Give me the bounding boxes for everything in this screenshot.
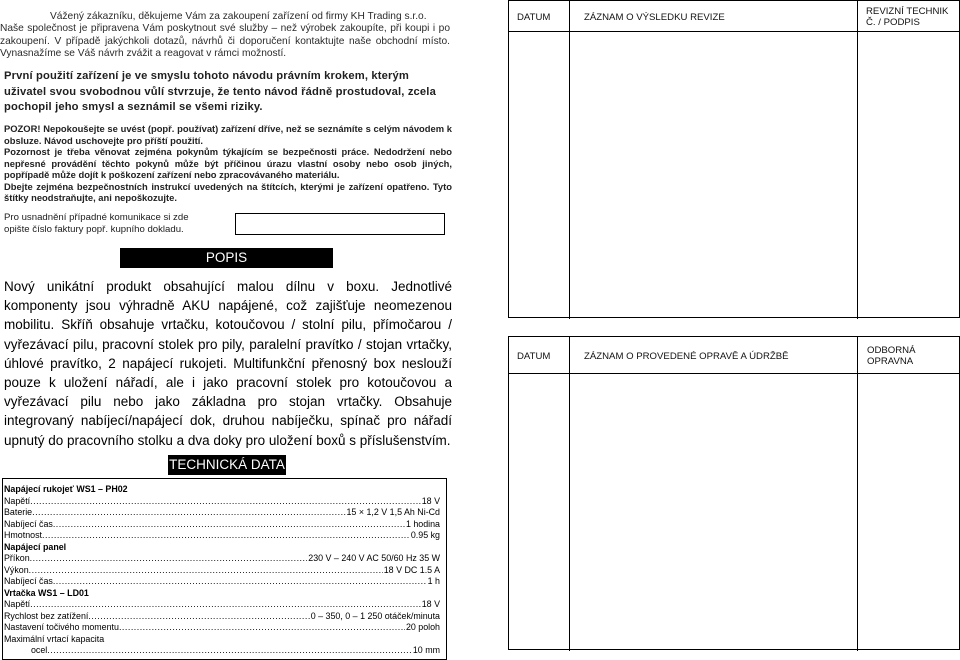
revision-record-table xyxy=(508,0,960,318)
revision-table-header xyxy=(509,1,959,31)
spec-row: Nastavení točivého momentu ..... 20 poloh xyxy=(4,622,440,634)
repair-record-table xyxy=(508,336,960,650)
repair-table-header xyxy=(509,337,959,373)
spec-group-drill: Vrtačka WS1 – LD01 xyxy=(4,587,89,598)
spec-group-handle: Napájecí rukojeť WS1 – PH02 xyxy=(4,484,128,494)
intro-greeting: Vážený zákazníku, děkujeme Vám za zakoupení zařízení od firmy KH Trading s.r.o. xyxy=(50,11,427,22)
spec-row: ocel ..... 10 mm xyxy=(4,645,440,657)
invoice-hint: Pro usnadnění případné komunikace si zde opište číslo faktury popř. kupního dokladu. xyxy=(4,212,189,236)
invoice-number-box[interactable] xyxy=(235,213,445,235)
first-use-warning: První použití zařízení je ve smyslu tohoto návodu právním krokem, kterým uživatel svou svobodnou vůlí stvrzuje, že tento návod řádně prostudoval, zcela pochopil jeho smysl a seznámil se všemi riziky. xyxy=(4,70,436,114)
spec-row: Nabíjecí čas ..... 1 h xyxy=(4,576,440,588)
spec-row: Napětí ..... 18 V xyxy=(4,496,440,508)
spec-row: Hmotnost ..... 0.95 kg xyxy=(4,530,440,542)
safety-warning-p2: Pozornost je třeba věnovat zejména pokynům týkajícím se bezpečnosti práce. Nedodržení nebo nepřesné provádění těchto pokynů může být příčinou úrazu vlastní osoby nebo osob jiných, popřípadě může dojít k poškození zařízení nebo zpracovávaného materiálu. xyxy=(4,146,452,180)
safety-warning-p3: Dbejte zejména bezpečnostních instrukcí uvedených na štítcích, kterými je zařízení opatřeno. Tyto štítky neodstraňujte, ani nepoškozujte. xyxy=(4,180,452,203)
intro-text xyxy=(0,11,450,61)
spec-group-panel: Napájecí panel xyxy=(4,541,67,552)
safety-warning xyxy=(4,123,452,204)
repair-col-workshop: ODBORNÁ OPRAVNA xyxy=(867,345,916,367)
spec-row: Rychlost bez zatížení ..... 0 – 350, 0 – 1 250 otáček/minuta xyxy=(4,611,440,623)
safety-warning-p1: POZOR! Nepokoušejte se uvést (popř. používat) zařízení dříve, než se seznámíte s celým návodem k obsluze. Návod uschovejte pro příští použití. xyxy=(4,123,452,146)
spec-row: Nabíjecí čas ..... 1 hodina xyxy=(4,519,440,531)
spec-row: Baterie ..... 15 × 1,2 V 1,5 Ah Ni-Cd xyxy=(4,507,440,519)
technical-data-box xyxy=(2,478,447,660)
intro-body: Naše společnost je připravena Vám poskytnout své služby – než výrobek zakoupíte, při koupi i po zakoupení. V případě jakýchkoli dotazů, návrhů či doporučení kontaktujte naše obchodní místo. Vynasnažíme se Váš návrh zvážit a reagovat v rámci možností. xyxy=(0,23,450,60)
revision-col-technician: REVIZNÍ TECHNIK Č. / PODPIS xyxy=(866,6,949,28)
section-heading-technical-data: TECHNICKÁ DATA xyxy=(168,455,286,475)
repair-col-record: ZÁZNAM O PROVEDENÉ OPRAVĚ A ÚDRŽBĚ xyxy=(584,351,789,362)
revision-col-date: DATUM xyxy=(517,12,551,23)
spec-row: Výkon ..... 18 V DC 1.5 A xyxy=(4,565,440,577)
spec-chuck-label: Maximální vrtací kapacita xyxy=(4,633,105,644)
repair-col-date: DATUM xyxy=(517,351,551,362)
section-heading-popis: POPIS xyxy=(120,248,333,268)
spec-row: Napětí ..... 18 V xyxy=(4,599,440,611)
product-description: Nový unikátní produkt obsahující malou dílnu v boxu. Jednotlivé komponenty jsou výhradně AKU napájené, což zajišťuje neomezenou mobilitu. Skříň obsahuje vrtačku, kotoučovou / stolní pilu, přímočarou / vyřezávací pilu, pracovní stolek pro pily, paralelní pravítko / stojan vrtačky, úhlové pravítko, 2 napájecí rukojeti. Multifunkční přenosný box neslouží pouze k uložení nářadí, ale i jako pracovní stolek pro kotoučovou a vyřezávací pilu nebo jako základna pro stojan vrtačky. Obsahuje integrovaný nabíjecí/napájecí dok, druhou nabíječku, spínač pro nářadí upnutý do pracovního stolku a dva doky pro uložení boxů s příslušenstvím. xyxy=(4,279,452,448)
spec-row: Příkon ..... 230 V – 240 V AC 50/60 Hz 35 W xyxy=(4,553,440,565)
revision-col-record: ZÁZNAM O VÝSLEDKU REVIZE xyxy=(584,12,725,23)
